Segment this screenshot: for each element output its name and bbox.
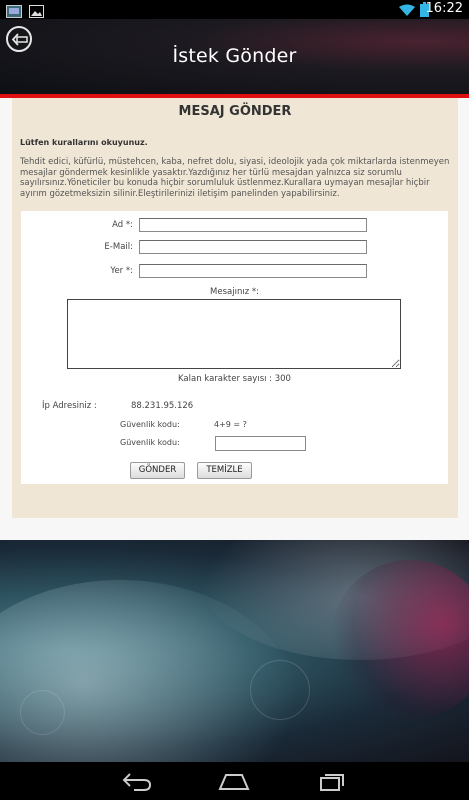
message-form <box>21 211 448 484</box>
status-time: 16:22 <box>425 1 463 16</box>
navigation-bar <box>0 762 469 800</box>
security-question: 4+9 = ? <box>214 420 247 429</box>
security-answer-label: Güvenlik kodu: <box>120 438 180 447</box>
submit-button[interactable]: GÖNDER <box>130 462 185 479</box>
recent-apps-icon[interactable] <box>318 771 346 795</box>
bokeh-circle <box>250 660 310 720</box>
location-input[interactable] <box>139 264 367 278</box>
background-artwork <box>0 540 469 762</box>
home-icon[interactable] <box>218 771 250 795</box>
clear-button[interactable]: TEMİZLE <box>197 462 252 479</box>
character-counter: Kalan karakter sayısı : 300 <box>178 374 291 384</box>
bokeh-circle <box>20 690 65 735</box>
app-header <box>0 19 469 94</box>
message-textarea[interactable] <box>67 299 401 369</box>
status-bar <box>0 0 469 19</box>
ip-value: 88.231.95.126 <box>131 401 194 411</box>
name-label: Ad *: <box>112 220 133 230</box>
ip-label: İp Adresiniz : <box>42 401 97 411</box>
email-input[interactable] <box>139 240 367 254</box>
rules-text: Tehdit edici, küfürlü, müstehcen, kaba, nefret dolu, siyasi, ideolojik yada çok miktarlarda istenmeyen mesajlar göndermek kesinlikle yasaktır.Yazdığınız her türlü mesajdan yalnızca siz sorumlu sayılırsınız.Yöneticiler bu konuda hiçbir sorumluluk üstlenmez.Kurallara uymayan mesajlar hiçbir ayırım gözetmeksizin silinir.Eleştirilerinizi iletişim panelinden yapabilirsiniz. <box>20 157 450 199</box>
panel-title: MESAJ GÖNDER <box>178 104 292 119</box>
security-code-label: Güvenlik kodu: <box>120 420 180 429</box>
message-label: Mesajınız *: <box>210 287 259 297</box>
page-title: İstek Gönder <box>172 45 297 67</box>
security-code-input[interactable] <box>215 436 306 451</box>
rules-heading: Lütfen kurallarını okuyunuz. <box>20 138 148 147</box>
message-panel <box>12 98 458 518</box>
email-label: E-Mail: <box>104 242 133 252</box>
location-label: Yer *: <box>110 266 133 276</box>
back-icon[interactable] <box>122 771 152 795</box>
main-content <box>0 98 469 540</box>
name-input[interactable] <box>139 218 367 232</box>
